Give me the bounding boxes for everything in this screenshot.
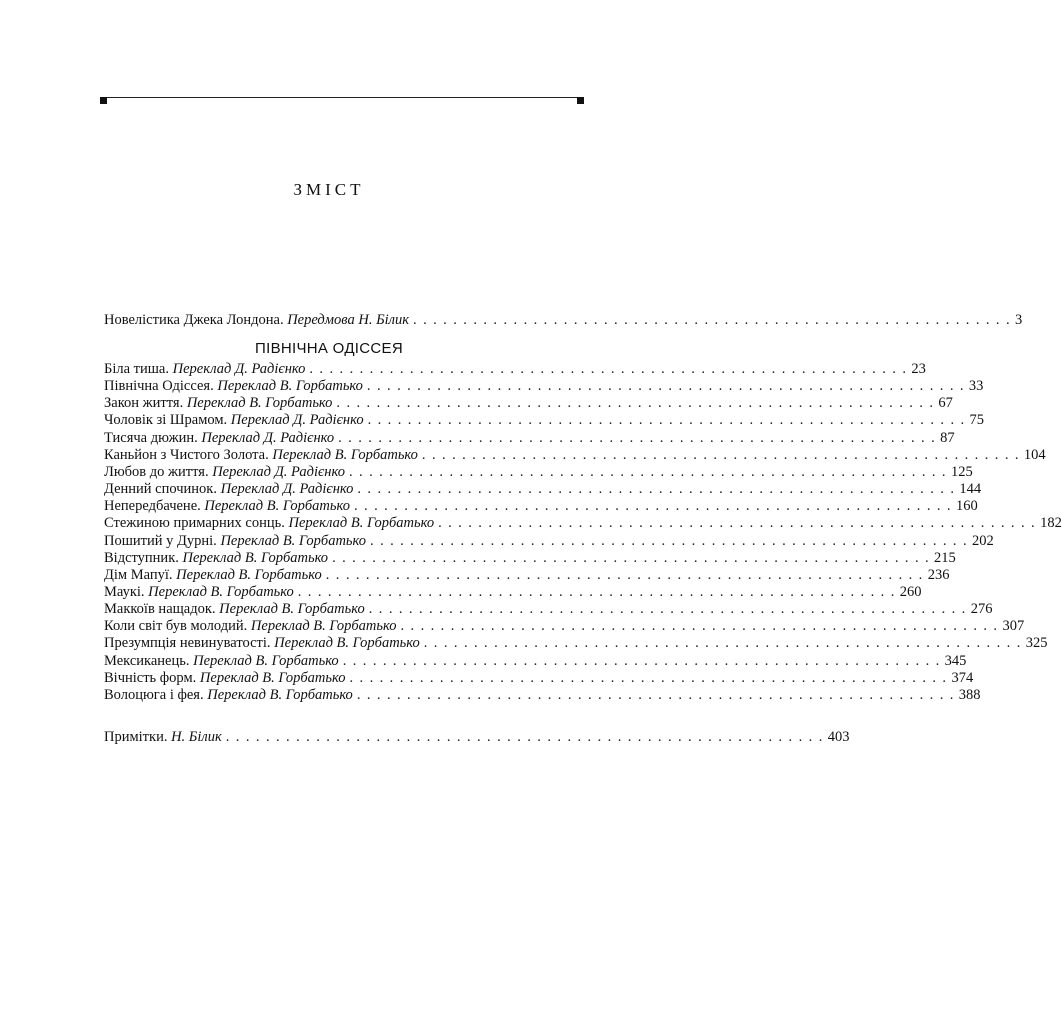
toc-entry [104,566,950,584]
toc-entry [104,635,1048,652]
entry-credit: Переклад В. Горбатько [186,395,333,412]
entry-title: Чоловік зі Шрамом. [104,412,228,429]
entry-title-wrap [104,687,353,704]
dot-leader: . . . . . . . . . . . . . . . . . . . . . . . . . . . . . . . . . . . . . . . . . . . . . . . . . . . . . . . . . . . . [342,652,941,669]
entry-credit: Переклад В. Горбатько [272,446,418,463]
entry-title: Любов до життя. [104,463,209,480]
entry-title-wrap [104,533,366,550]
entry-title-wrap [104,395,332,412]
entry-title-wrap [104,601,365,618]
entry-title-wrap [104,567,322,584]
entry-page: 345 [944,652,967,669]
entry-page: 403 [827,729,850,745]
entry-title: Північна Одіссея. [104,378,214,395]
entry-title-wrap [104,653,339,670]
dot-leader: . . . . . . . . . . . . . . . . . . . . . . . . . . . . . . . . . . . . . . . . . . . . . . . . . . . . . . . . . . . . [349,669,948,686]
dot-leader: . . . . . . . . . . . . . . . . . . . . . . . . . . . . . . . . . . . . . . . . . . . . . . . . . . . . . . . . . . . . [325,566,924,583]
entry-title: Закон життя. [104,395,184,412]
entry-title-wrap [104,378,363,395]
toc-entry [104,652,967,670]
entry-title-wrap [104,430,334,447]
entry-title: Примітки. [104,729,168,745]
entry-title: Каньйон з Чистого Золота. [104,446,269,463]
entry-credit: Переклад Д. Радієнко [201,429,335,446]
entry-credit: Переклад В. Горбатько [288,515,435,532]
toc-entry [104,361,926,378]
entry-page: 33 [968,378,984,395]
entry-title-wrap [104,729,222,746]
dot-leader: . . . . . . . . . . . . . . . . . . . . . . . . . . . . . . . . . . . . . . . . . . . . . . . . . . . . . . . . . . . . [225,729,824,745]
entry-title: Непередбачене. [104,498,201,515]
entry-title-wrap [104,361,305,378]
entry-title: Пошитий у Дурні. [104,532,217,549]
toc-entry [104,446,1046,464]
dot-leader: . . . . . . . . . . . . . . . . . . . . . . . . . . . . . . . . . . . . . . . . . . . . . . . . . . . . . . . . . . . . [421,446,1020,463]
entry-title-wrap [104,481,353,498]
toc-entry [104,481,982,498]
toc-entry [104,584,922,601]
entry-title: Вічність форм. [104,669,197,686]
corner-mark-right [577,97,584,104]
toc-entry [104,498,978,515]
entry-credit: Переклад В. Горбатько [250,618,397,635]
dot-leader: . . . . . . . . . . . . . . . . . . . . . . . . . . . . . . . . . . . . . . . . . . . . . . . . . . . . . . . . . . . . [366,378,965,395]
dot-leader: . . . . . . . . . . . . . . . . . . . . . . . . . . . . . . . . . . . . . . . . . . . . . . . . . . . . . . . . . . . . [370,532,968,549]
entry-credit: Н. Білик [171,729,222,745]
entry-page: 388 [958,686,981,703]
entry-title: Біла тиша. [104,361,169,377]
entry-page: 104 [1023,446,1046,463]
entry-credit: Переклад Д. Радієнко [230,412,364,429]
entry-title-wrap [104,550,328,567]
entry-credit: Переклад В. Горбатько [182,549,329,566]
entry-page: 125 [950,463,973,480]
dot-leader: . . . . . . . . . . . . . . . . . . . . . . . . . . . . . . . . . . . . . . . . . . . . . . . . . . . . . . . . . . . . [357,481,956,497]
entry-credit: Переклад В. Горбатько [207,686,353,703]
page-title: ЗМІСТ [293,180,365,199]
top-rule [100,97,584,98]
dot-leader: . . . . . . . . . . . . . . . . . . . . . . . . . . . . . . . . . . . . . . . . . . . . . . . . . . . . . . . . . . . . [438,515,1037,532]
entry-credit: Переклад Д. Радієнко [220,481,354,497]
entry-page: 182 [1040,515,1062,532]
entry-credit: Переклад В. Горбатько [219,601,365,618]
dot-leader: . . . . . . . . . . . . . . . . . . . . . . . . . . . . . . . . . . . . . . . . . . . . . . . . . . . . . . . . . . . . [309,361,908,377]
entry-credit: Переклад В. Горбатько [193,652,339,669]
entry-page: 202 [972,532,994,549]
entry-title-wrap [104,498,350,515]
toc-entry [104,532,994,550]
toc-entry [104,429,955,447]
entry-title-wrap [104,464,345,481]
entry-page: 67 [938,395,953,412]
dot-leader: . . . . . . . . . . . . . . . . . . . . . . . . . . . . . . . . . . . . . . . . . . . . . . . . . . . . . . . . . . . . [368,601,967,618]
entry-credit: Переклад В. Горбатько [274,635,420,652]
toc-entry [104,549,956,567]
entry-title: Тисяча дюжин. [104,429,198,446]
entry-page: 144 [959,481,982,497]
toc-entry [104,378,984,395]
entry-page: 325 [1025,635,1048,652]
dot-leader: . . . . . . . . . . . . . . . . . . . . . . . . . . . . . . . . . . . . . . . . . . . . . . . . . . . . . . . . . . . . [338,429,937,446]
entry-title: Стежиною примарних сонць. [104,515,285,532]
toc-entry [104,618,1025,635]
toc-entry [104,515,1062,532]
entry-title-wrap [104,447,418,464]
entry-credit: Переклад Д. Радієнко [172,361,306,377]
dot-leader: . . . . . . . . . . . . . . . . . . . . . . . . . . . . . . . . . . . . . . . . . . . . . . . . . . . . . . . . . . . . [332,549,931,566]
entry-title-wrap [104,618,396,635]
entry-title: Коли світ був молодий. [104,618,248,635]
entry-credit: Переклад Д. Радієнко [212,463,345,480]
entry-page: 374 [951,669,974,686]
entry-title-wrap [104,312,409,329]
entry-title: Мексиканець. [104,652,190,669]
entry-page: 75 [969,412,985,429]
entry-page: 276 [970,601,993,618]
entry-title-wrap [104,584,294,601]
toc-entry-intro [104,312,1023,329]
dot-leader: . . . . . . . . . . . . . . . . . . . . . . . . . . . . . . . . . . . . . . . . . . . . . . . . . . . . . . . . . . . . [336,395,935,412]
dot-leader: . . . . . . . . . . . . . . . . . . . . . . . . . . . . . . . . . . . . . . . . . . . . . . . . . . . . . . . . . . . . [367,412,966,429]
dot-leader: . . . . . . . . . . . . . . . . . . . . . . . . . . . . . . . . . . . . . . . . . . . . . . . . . . . . . . . . . . . . [413,312,1011,328]
toc-entry [104,601,993,618]
entry-title-wrap [104,515,434,532]
section-title: ПІВНІЧНА ОДІССЕЯ [255,340,403,357]
entry-title-wrap [104,635,420,652]
entry-credit: Переклад В. Горбатько [204,498,350,515]
dot-leader: . . . . . . . . . . . . . . . . . . . . . . . . . . . . . . . . . . . . . . . . . . . . . . . . . . . . . . . . . . . . [400,618,999,635]
entry-page: 87 [940,429,955,446]
entry-title: Дім Мапуї. [104,566,173,583]
entry-title: Новелістика Джека Лондона. [104,312,284,328]
entry-page: 23 [911,361,926,377]
dot-leader: . . . . . . . . . . . . . . . . . . . . . . . . . . . . . . . . . . . . . . . . . . . . . . . . . . . . . . . . . . . . [356,686,955,703]
entry-page: 215 [934,549,956,566]
entry-title: Денний спочинок. [104,481,217,497]
dot-leader: . . . . . . . . . . . . . . . . . . . . . . . . . . . . . . . . . . . . . . . . . . . . . . . . . . . . . . . . . . . . [353,498,952,515]
entry-page: 3 [1015,312,1023,328]
toc-entry-notes [104,729,850,746]
entry-credit: Переклад В. Горбатько [176,566,322,583]
entry-title: Маукі. [104,584,145,600]
dot-leader: . . . . . . . . . . . . . . . . . . . . . . . . . . . . . . . . . . . . . . . . . . . . . . . . . . . . . . . . . . . . [297,584,896,600]
toc-entry [104,669,974,687]
entry-title-wrap [104,412,364,429]
dot-leader: . . . . . . . . . . . . . . . . . . . . . . . . . . . . . . . . . . . . . . . . . . . . . . . . . . . . . . . . . . . . [423,635,1022,652]
entry-credit: Передмова Н. Білик [287,312,410,328]
toc-entry [104,395,953,412]
entry-credit: Переклад В. Горбатько [217,378,363,395]
entry-credit: Переклад В. Горбатько [148,584,294,600]
entry-title: Відступник. [104,549,179,566]
entry-page: 236 [927,566,950,583]
toc-entry [104,686,981,704]
entry-credit: Переклад В. Горбатько [199,669,346,686]
entry-page: 260 [899,584,922,600]
entry-title: Волоцюга і фея. [104,686,204,703]
entry-title: Презумпція невинуватості. [104,635,271,652]
corner-mark-left [100,97,107,104]
dot-leader: . . . . . . . . . . . . . . . . . . . . . . . . . . . . . . . . . . . . . . . . . . . . . . . . . . . . . . . . . . . . [348,463,947,480]
toc-entry [104,463,973,481]
entry-credit: Переклад В. Горбатько [220,532,367,549]
entry-title-wrap [104,670,345,687]
entry-page: 160 [955,498,978,515]
entry-page: 307 [1002,618,1025,635]
entry-title: Маккоїв нащадок. [104,601,216,618]
toc-entry [104,412,985,429]
